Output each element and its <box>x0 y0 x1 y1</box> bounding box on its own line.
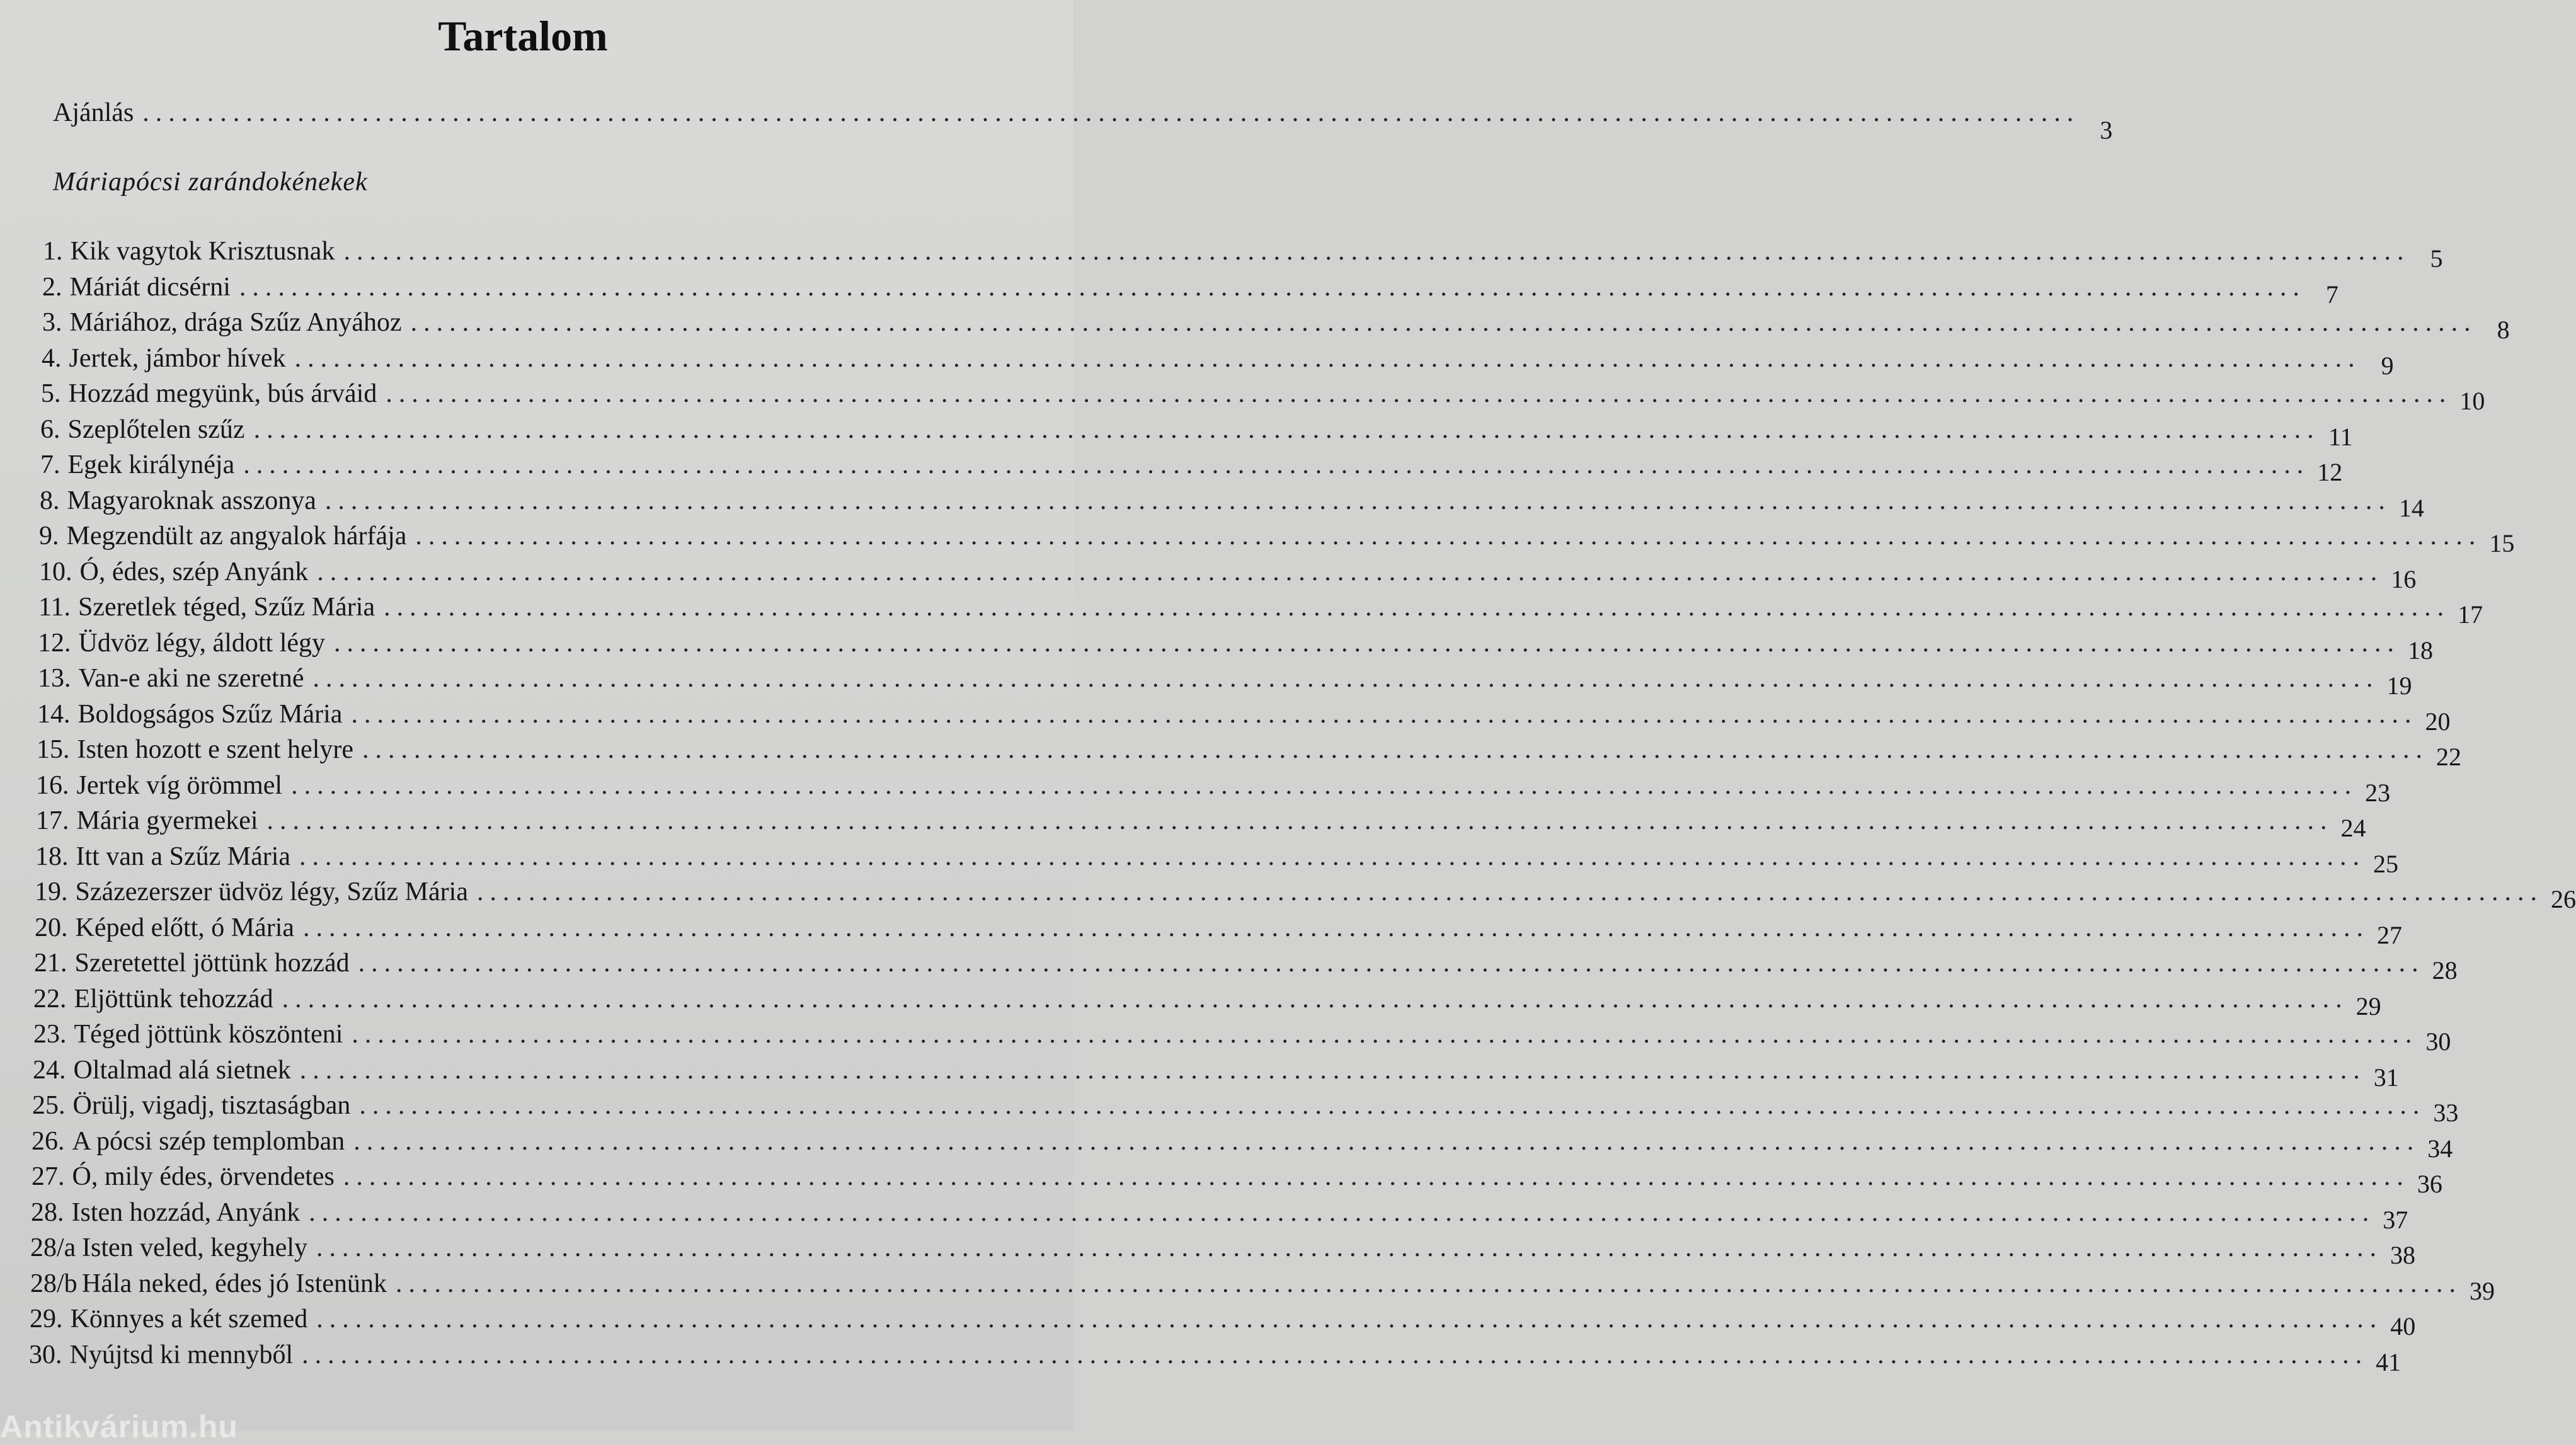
toc-entry-row <box>33 982 2381 1020</box>
toc-entry-row <box>41 377 2485 415</box>
toc-entry-label: Oltalmad alá sietnek <box>73 1055 291 1085</box>
toc-entry-number: 18. <box>35 842 69 871</box>
toc-entry-number: 23. <box>33 1020 67 1049</box>
toc-entry-number: 14. <box>37 699 71 729</box>
toc-entry-page: 11 <box>2328 422 2353 451</box>
toc-entry-label: Egek királynéja <box>67 450 235 479</box>
toc-entry-row <box>39 519 2515 557</box>
toc-entry-row <box>36 804 2366 842</box>
toc-entry-row <box>33 1017 2451 1056</box>
toc-leader-dots: ................................................................................................................................................................ <box>316 1305 2383 1334</box>
toc-leader-dots: ................................................................................................................................................................ <box>384 593 2451 622</box>
toc-entry-page: 24 <box>2340 814 2366 842</box>
toc-entry-label: Máriát dicsérni <box>69 272 231 302</box>
toc-leader-dots: ................................................................................................................................................................ <box>359 1091 2426 1120</box>
toc-entry-row <box>31 1160 2442 1198</box>
toc-entry-row <box>34 946 2458 985</box>
toc-leader-dots: ................................................................................................................................................................ <box>410 308 2477 337</box>
toc-entry-label: Magyaroknak asszonya <box>67 486 316 515</box>
toc-leader-dots: ................................................................................................................................................................ <box>303 913 2370 942</box>
toc-entry-label: Szeplőtelen szűz <box>67 414 245 444</box>
toc-entry-row <box>43 234 2443 273</box>
toc-entry-number: 28/b <box>30 1269 77 1298</box>
toc-entry-page: 20 <box>2425 707 2451 736</box>
toc-entry-page: 7 <box>2325 280 2338 309</box>
toc-entry-page: 18 <box>2408 636 2434 665</box>
toc-entry-page: 41 <box>2376 1347 2401 1376</box>
toc-entry-page: 30 <box>2425 1027 2451 1056</box>
toc-entry-page: 36 <box>2417 1170 2442 1198</box>
toc-entry-label: Hála neked, édes jó Istenünk <box>82 1269 387 1298</box>
toc-leader-dots: ................................................................................................................................................................ <box>386 379 2453 408</box>
toc-leader-dots: ................................................................................................................................................................ <box>266 806 2333 835</box>
toc-entry-row <box>42 306 2510 344</box>
toc-entry-number: 20. <box>35 913 68 942</box>
toc-entry-number: 27. <box>31 1162 65 1191</box>
toc-entry-label: Van-e aki ne szeretné <box>78 664 304 693</box>
toc-entry-number: 19. <box>35 877 68 906</box>
toc-entry-label: Jertek, jámbor hívek <box>69 343 286 373</box>
toc-entry-row <box>38 661 2412 700</box>
toc-leader-dots: ................................................................................................................................................................ <box>291 770 2358 800</box>
toc-entry-number: 28. <box>31 1197 64 1227</box>
toc-leader-dots: ................................................................................................................................................................ <box>282 984 2349 1014</box>
toc-entry-page: 15 <box>2489 529 2515 557</box>
toc-entry-page: 33 <box>2433 1099 2459 1127</box>
toc-entry-number: 4. <box>42 343 62 373</box>
page-title: Tartalom <box>438 12 608 60</box>
toc-entry-label: Jertek víg örömmel <box>76 770 283 800</box>
toc-entry-page: 19 <box>2386 671 2412 700</box>
toc-entry-row <box>40 413 2353 451</box>
toc-entry-row <box>39 555 2417 593</box>
toc-entry-number: 30. <box>29 1340 62 1369</box>
toc-leader-dots: ................................................................................................................................................................ <box>253 414 2320 444</box>
toc-entry-row <box>31 1196 2408 1234</box>
toc-entry-row <box>40 448 2343 486</box>
toc-entry-label: Hozzád megyünk, bús árváid <box>68 379 377 408</box>
toc-entry-number: 17. <box>36 806 69 835</box>
toc-entry-row <box>38 626 2434 665</box>
toc-leader-dots: ................................................................................................................................................................ <box>299 842 2366 871</box>
toc-entry-number: 13. <box>38 664 71 693</box>
toc-entry-page: 38 <box>2390 1241 2416 1269</box>
toc-entry-label: Isten hozott e szent helyre <box>77 735 353 764</box>
toc-leader-dots: ................................................................................................................................................................ <box>294 343 2361 373</box>
toc-entry-row <box>30 1267 2495 1305</box>
toc-entry-row <box>35 840 2399 878</box>
toc-leader-dots: ................................................................................................................................................................ <box>324 486 2391 515</box>
toc-entry-number: 7. <box>40 450 60 479</box>
toc-entry-row <box>33 1053 2399 1092</box>
toc-entry-label: A pócsi szép templomban <box>72 1126 345 1156</box>
toc-entry-row <box>30 1231 2416 1269</box>
toc-entry-row <box>32 1088 2459 1127</box>
toc-leader-dots: ...................................................................................................................................................... <box>142 98 2080 127</box>
toc-entry-row <box>36 768 2391 807</box>
toc-entry-number: 11. <box>38 593 71 622</box>
toc-entry-label: Könnyes a két szemed <box>70 1305 308 1334</box>
toc-entry-page: 29 <box>2356 991 2381 1020</box>
toc-entry-number: 21. <box>34 949 67 978</box>
toc-entry-number: 15. <box>37 735 70 764</box>
toc-entry-page: 17 <box>2458 600 2483 629</box>
toc-entry-label: Máriához, drága Szűz Anyához <box>69 308 402 337</box>
toc-entry-page: 10 <box>2459 387 2485 415</box>
toc-entry-label: Ó, mily édes, örvendetes <box>72 1162 335 1191</box>
toc-entry-label: Itt van a Szűz Mária <box>76 842 291 871</box>
toc-entry-page: 39 <box>2470 1276 2495 1305</box>
toc-entry-label: Isten hozzád, Anyánk <box>71 1197 301 1227</box>
toc-intro-page: 3 <box>2100 116 2113 144</box>
toc-entry-label: Üdvöz légy, áldott légy <box>78 628 326 658</box>
toc-entry-page: 12 <box>2317 458 2343 486</box>
toc-leader-dots: ................................................................................................................................................................ <box>343 237 2410 266</box>
toc-entry-number: 5. <box>41 379 61 408</box>
toc-entry-row <box>35 911 2403 949</box>
toc-entry-number: 16. <box>36 770 69 800</box>
toc-entry-label: Téged jöttünk köszönteni <box>74 1020 343 1049</box>
toc-leader-dots: ................................................................................................................................................................ <box>312 664 2379 693</box>
toc-entry-number: 22. <box>33 984 67 1014</box>
toc-leader-dots: ................................................................................................................................................................ <box>351 699 2418 729</box>
toc-entry-row <box>40 484 2424 522</box>
toc-entry-row <box>37 733 2461 771</box>
toc-leader-dots: ................................................................................................................................................................ <box>353 1126 2420 1156</box>
toc-intro-label: Ajánlás <box>53 98 134 127</box>
toc-leader-dots: ................................................................................................................................................................ <box>362 735 2429 764</box>
toc-entry-row <box>42 270 2338 309</box>
toc-leader-dots: ................................................................................................................................................................ <box>302 1340 2369 1369</box>
toc-entry-label: Mária gyermekei <box>76 806 258 835</box>
toc-leader-dots: ................................................................................................................................................................ <box>352 1020 2419 1049</box>
toc-entry-label: Örülj, vigadj, tisztaságban <box>72 1091 351 1120</box>
toc-entry-row <box>37 697 2451 736</box>
toc-entry-number: 8. <box>40 486 60 515</box>
toc-entry-page: 27 <box>2377 920 2403 949</box>
watermark-text: Antikvárium.hu <box>0 1409 238 1444</box>
toc-entry-page: 40 <box>2390 1312 2416 1340</box>
toc-entry-label: Ó, édes, szép Anyánk <box>79 557 309 586</box>
toc-entry-page: 28 <box>2432 956 2458 985</box>
toc-entry-page: 14 <box>2398 493 2424 522</box>
toc-entry-row <box>38 590 2483 629</box>
toc-leader-dots: ................................................................................................................................................................ <box>317 557 2384 586</box>
toc-entry-row <box>35 875 2576 913</box>
toc-entry-page: 26 <box>2550 885 2576 913</box>
toc-entry-number: 6. <box>40 414 60 444</box>
toc-entry-label: Képed előtt, ó Mária <box>75 913 295 942</box>
toc-entry-number: 3. <box>42 308 62 337</box>
toc-entry-page: 16 <box>2391 564 2417 593</box>
toc-entry-page: 22 <box>2436 743 2461 771</box>
toc-entry-label: Isten veled, kegyhely <box>82 1233 308 1262</box>
toc-entry-page: 9 <box>2381 351 2394 380</box>
toc-entry-page: 25 <box>2373 849 2399 878</box>
toc-entry-number: 28/a <box>30 1233 76 1262</box>
toc-entry-row <box>30 1302 2416 1340</box>
toc-entry-label: Szeretettel jöttünk hozzád <box>74 949 350 978</box>
toc-entry-page: 37 <box>2383 1205 2408 1234</box>
toc-entry-number: 2. <box>42 272 62 302</box>
toc-leader-dots: ................................................................................................................................................................ <box>358 949 2425 978</box>
toc-entry-page: 8 <box>2497 316 2510 344</box>
toc-entry-number: 29. <box>30 1305 63 1334</box>
toc-intro-row <box>53 96 2113 144</box>
toc-entry-page: 31 <box>2373 1063 2399 1092</box>
toc-entry-row <box>42 341 2394 380</box>
toc-leader-dots: ................................................................................................................................................................ <box>243 450 2310 479</box>
toc-leader-dots: ................................................................................................................................................................ <box>476 877 2543 906</box>
toc-leader-dots: ................................................................................................................................................................ <box>415 522 2482 551</box>
toc-entry-label: Megzendült az angyalok hárfája <box>66 522 407 551</box>
toc-entry-page: 34 <box>2427 1134 2453 1163</box>
toc-entry-label: Boldogságos Szűz Mária <box>77 699 343 729</box>
toc-entry-number: 10. <box>39 557 72 586</box>
toc-entry-row <box>31 1124 2453 1163</box>
toc-leader-dots: ................................................................................................................................................................ <box>309 1197 2376 1227</box>
toc-leader-dots: ................................................................................................................................................................ <box>239 272 2306 302</box>
toc-entry-number: 12. <box>38 628 71 658</box>
toc-leader-dots: ................................................................................................................................................................ <box>334 628 2401 658</box>
section-heading: Máriapócsi zarándokénekek <box>53 168 368 197</box>
toc-entry-label: Eljöttünk tehozzád <box>74 984 273 1014</box>
toc-entry-number: 1. <box>43 237 63 266</box>
toc-entry-number: 24. <box>33 1055 66 1085</box>
toc-entry-page: 5 <box>2430 244 2443 273</box>
toc-entry-row <box>29 1338 2401 1376</box>
toc-entry-page: 23 <box>2365 778 2391 807</box>
toc-entry-label: Nyújtsd ki mennyből <box>69 1340 294 1369</box>
toc-entry-number: 26. <box>31 1126 65 1156</box>
toc-leader-dots: ................................................................................................................................................................ <box>299 1055 2366 1085</box>
toc-entry-number: 9. <box>39 522 59 551</box>
toc-entry-number: 25. <box>32 1091 66 1120</box>
toc-entry-label: Szeretlek téged, Szűz Mária <box>77 593 375 622</box>
toc-entry-label: Kik vagytok Krisztusnak <box>70 237 335 266</box>
toc-entry-label: Százezerszer üdvöz légy, Szűz Mária <box>75 877 468 906</box>
toc-leader-dots: ................................................................................................................................................................ <box>343 1162 2410 1191</box>
toc-leader-dots: ................................................................................................................................................................ <box>396 1269 2463 1298</box>
toc-leader-dots: ................................................................................................................................................................ <box>316 1233 2383 1262</box>
